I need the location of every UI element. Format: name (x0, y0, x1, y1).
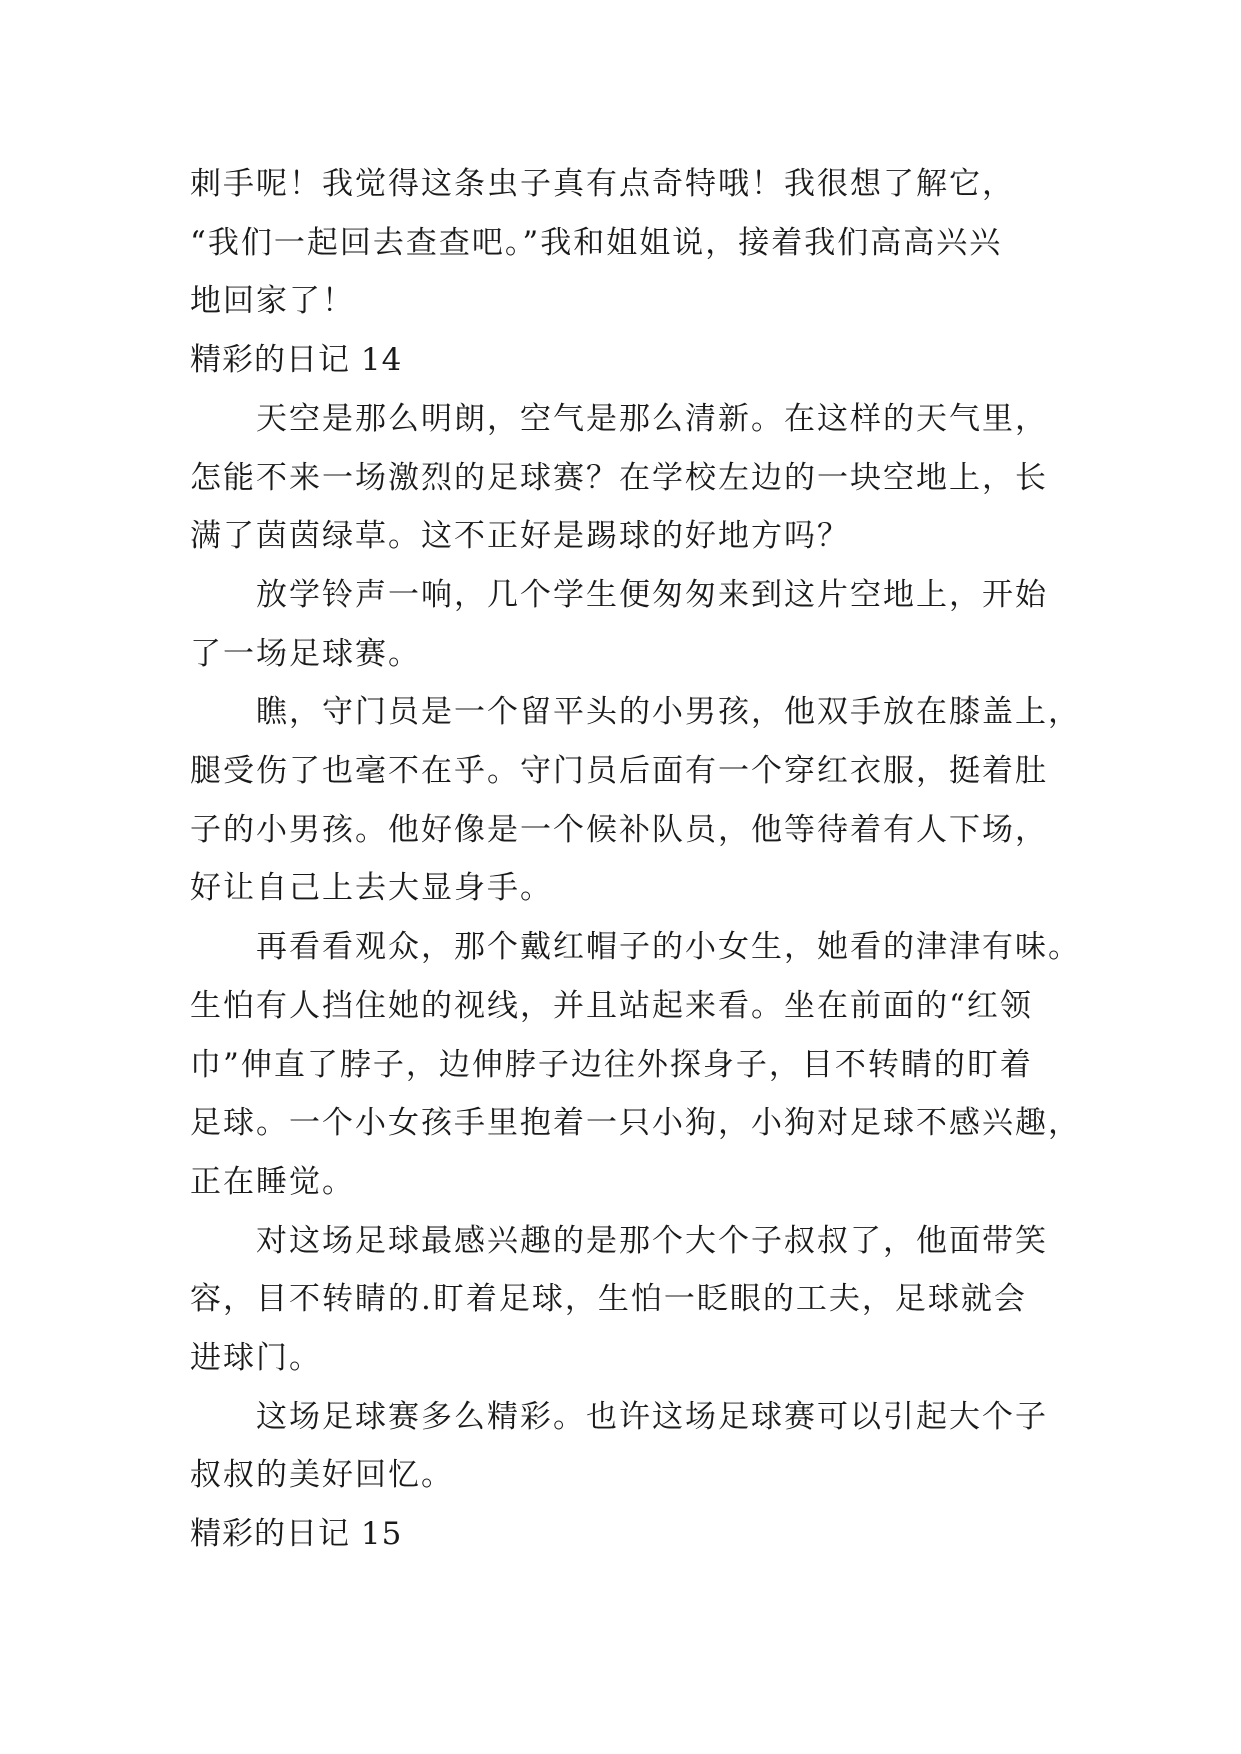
text-line: 巾”伸直了脖子，边伸脖子边往外探身子，目不转睛的盯着 (190, 1046, 1033, 1083)
text-line: 瞧，守门员是一个留平头的小男孩，他双手放在膝盖上， (256, 694, 1081, 731)
section-title-14: 精彩的日记 14 (190, 342, 403, 379)
text-line: 再看看观众，那个戴红帽子的小女生，她看的津津有味。 (256, 929, 1081, 966)
text-line: 满了茵茵绿草。这不正好是踢球的好地方吗？ (190, 518, 850, 555)
text-line: 对这场足球最感兴趣的是那个大个子叔叔了，他面带笑 (256, 1222, 1048, 1259)
text-line: 生怕有人挡住她的视线，并且站起来看。坐在前面的“红领 (190, 987, 1033, 1024)
paragraph (190, 918, 1081, 1212)
text-line: 容，目不转睛的.盯着足球，生怕一眨眼的工夫，足球就会 (190, 1281, 1027, 1318)
text-line: 进球门。 (190, 1340, 322, 1377)
text-line: 刺手呢！我觉得这条虫子真有点奇特哦！我很想了解它， (190, 166, 1015, 202)
text-line: 放学铃声一响，几个学生便匆匆来到这片空地上，开始 (256, 576, 1048, 613)
document-body (190, 155, 1081, 1564)
paragraph (190, 390, 1060, 566)
section-title-15: 精彩的日记 15 (190, 1516, 403, 1553)
paragraph (190, 566, 1060, 683)
text-line: 这场足球赛多么精彩。也许这场足球赛可以引起大个子 (256, 1398, 1048, 1435)
paragraph (190, 1212, 1060, 1388)
text-line: “我们一起回去查查吧。”我和姐姐说，接着我们高高兴兴 (190, 224, 1003, 261)
text-line: 怎能不来一场激烈的足球赛？在学校左边的一块空地上，长 (190, 459, 1048, 496)
text-line: 天空是那么明朗，空气是那么清新。在这样的天气里， (256, 400, 1048, 437)
text-line: 了一场足球赛。 (190, 635, 421, 672)
paragraph (190, 683, 1081, 918)
text-line: 腿受伤了也毫不在乎。守门员后面有一个穿红衣服，挺着肚 (190, 753, 1048, 790)
text-line: 地回家了！ (190, 283, 355, 320)
text-line: 正在睡觉。 (190, 1163, 355, 1200)
text-line: 叔叔的美好回忆。 (190, 1457, 454, 1494)
text-line: 好让自己上去大显身手。 (190, 870, 553, 907)
text-line: 足球。一个小女孩手里抱着一只小狗，小狗对足球不感兴趣， (190, 1105, 1081, 1142)
text-line: 子的小男孩。他好像是一个候补队员，他等待着有人下场， (190, 811, 1048, 848)
paragraph (190, 1388, 1060, 1505)
carryover-paragraph (190, 155, 1060, 331)
